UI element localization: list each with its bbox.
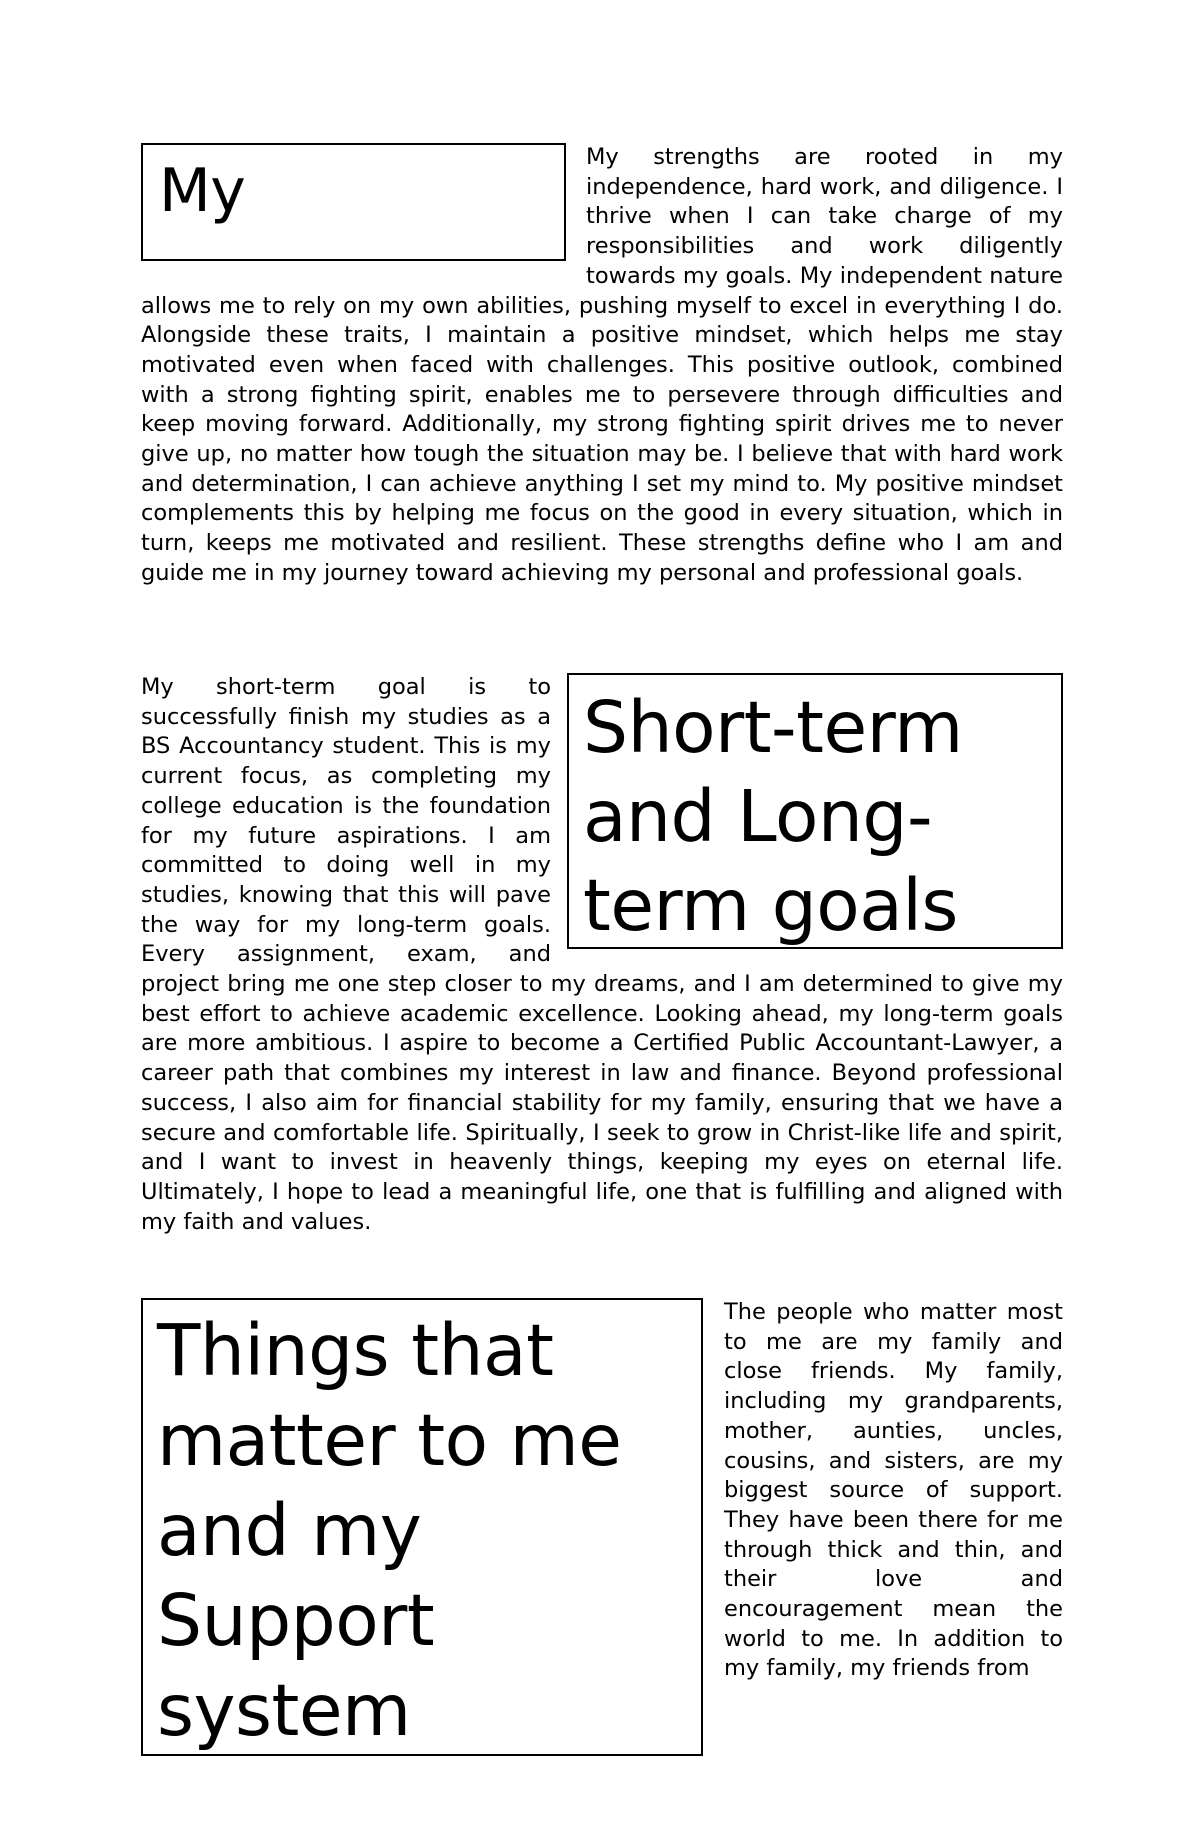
support-heading: Things that matter to me and my Support system: [157, 1309, 622, 1752]
support-section: [141, 1298, 1063, 1756]
strengths-heading-box: [141, 143, 566, 261]
strengths-heading: My: [159, 156, 246, 226]
strengths-paragraph: My strengths are rooted in my independence, hard work, and diligence. I thrive when I can take charge of my responsibilities and work diligently towards my goals. My independent nature allows me to rely on my own abilities, pushing myself to excel in everything I do. Alongside these traits, I maintain a positive mindset, which helps me stay motivated even when faced with challenges. This positive outlook, combined with a strong fighting spirit, enables me to persevere through difficulties and keep moving forward. Additionally, my strong fighting spirit drives me to never give up, no matter how tough the situation may be. I believe that with hard work and determination, I can achieve anything I set my mind to. My positive mindset complements this by helping me focus on the good in every situation, which in turn, keeps me motivated and resilient. These strengths define who I am and guide me in my journey toward achieving my personal and professional goals.: [141, 144, 1063, 586]
goals-heading: Short-term and Long-term goals: [583, 686, 963, 947]
goals-paragraph: My short-term goal is to successfully finish my studies as a BS Accountancy student. This is my current focus, as completing my college education is the foundation for my future aspirations. I am committed to doing well in my studies, knowing that this will pave the way for my long-term goals. Every assignment, exam, and project bring me one step closer to my dreams, and I am determined to give my best effort to achieve academic excellence. Looking ahead, my long-term goals are more ambitious. I aspire to become a Certified Public Accountant-Lawyer, a career path that combines my interest in law and finance. Beyond professional success, I also aim for financial stability for my family, ensuring that we have a secure and comfortable life. Spiritually, I seek to grow in Christ-like life and spirit, and I want to invest in heavenly things, keeping my eyes on eternal life. Ultimately, I hope to lead a meaningful life, one that is fulfilling and aligned with my faith and values.: [141, 674, 1063, 1235]
support-heading-box: [141, 1298, 703, 1756]
goals-heading-box: [567, 673, 1063, 949]
strengths-section: [141, 143, 1063, 589]
goals-section: [141, 673, 1063, 1237]
support-paragraph: The people who matter most to me are my family and close friends. My family, including my grandparents, mother, aunties, uncles, cousins, and sisters, are my biggest source of support. They have been there for me through thick and thin, and their love and encouragement mean the world to me. In addition to my family, my friends from: [724, 1299, 1063, 1682]
